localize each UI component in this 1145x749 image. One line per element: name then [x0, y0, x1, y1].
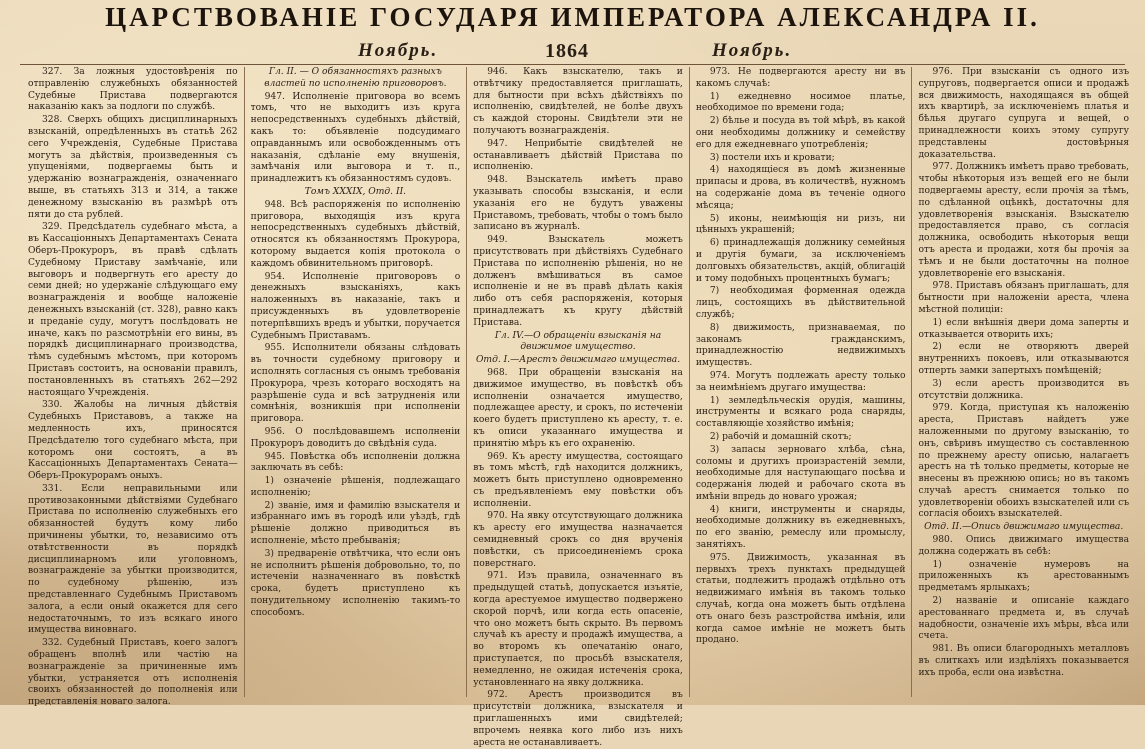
paragraph: 4) находящіеся въ домѣ жизненные припасы и дрова, въ количествѣ, нужномъ на содержаніе дома въ теченіе одного мѣсяца; [695, 165, 906, 211]
year: 1864 [545, 40, 589, 62]
paragraph: 4) книги, инструменты и снаряды, необходимые должнику въ ежедневныхъ, по его званію, ремеслу или промыслу, занятіяхъ. [695, 504, 906, 551]
paragraph: 969. Къ аресту имущества, состоящаго въ томъ мѣстѣ, гдѣ находится должникъ, можетъ быть приступлено одновременно съ предъявленіемъ ему повѣстки объ исполненіи. [473, 451, 683, 509]
paragraph: 1) если внѣшнія двери дома заперты и отказывается отворить ихъ; [918, 317, 1130, 340]
paragraph: 1) означеніе нумеровъ на приложенныхъ къ арестованнымъ предметамъ ярлыкахъ; [918, 559, 1130, 594]
paragraph: 968. При обращеніи взысканія на движимое имущество, въ повѣсткѣ объ исполненіи означается имущество, подлежащее аресту, и срокъ, по истеченіи коего будетъ приступлено къ аресту, т. е. къ описи указаннаго имущества и принятію мѣръ къ его охраненію. [473, 367, 683, 449]
paragraph: 328. Сверхъ общихъ дисциплинарныхъ взысканій, опредѣленныхъ въ статьѣ 262 сего Учрежденія, Судебные Пристава могутъ за дѣйствія, произведенныя съ упущеніями, подвергаемы быть и удержанію вознагражденія, означеннаго выше, въ статьяхъ 313 и 314, а также денежному взысканію въ размѣрѣ отъ пяти до ста рублей. [28, 115, 238, 220]
paragraph: 976. При взысканіи съ одного изъ супруговъ, подвергается описи и продажѣ вся движимость, находящаяся въ общей ихъ квартирѣ, за исключеніемъ платья и бѣлья другаго супруга и вещей, о принадлежности коихъ этому супругу представлены достовѣрныя доказательства. [918, 67, 1130, 160]
paragraph: 980. Опись движимаго имущества должна содержать въ себѣ: [918, 535, 1130, 557]
paragraph: 2) званіе, имя и фамилію взыскателя и избраннаго имъ въ городѣ или уѣздѣ, гдѣ рѣшеніе должно приводиться въ исполненіе, мѣсто пребыванія; [250, 500, 461, 547]
paragraph: 1) ежедневно носимое платье, необходимое по времени года; [695, 91, 906, 114]
paragraph: 3) постели ихъ и кровати; [709, 152, 835, 163]
text-column-3 [467, 67, 690, 748]
paragraph: 975. Движимость, указанная въ первыхъ трехъ пунктахъ предыдущей статьи, подлежитъ продажѣ отдѣльно отъ недвижимаго имѣнія въ такомъ только случаѣ, когда она можетъ быть отдѣлена отъ онаго безъ разстройства имѣнія, или когда самое имѣніе не можетъ быть продано. [695, 552, 906, 646]
paragraph: 329. Предсѣдатель судебнаго мѣста, а въ Кассаціонныхъ Департаментахъ Сената Оберъ-Прокуроръ, въ правѣ сдѣлать Судебному Приставу замѣчаніе, или выговоръ и подвергнуть его аресту до семи дней; но удержаніе слѣдующаго ему вознагражденія и вообще наложеніе денежныхъ взысканій (ст. 328), равно какъ и преданіе суду, могутъ послѣдовать не иначе, какъ по разсмотрѣніи его вины, въ порядкѣ дисциплинарнаго производства, тѣмъ судебнымъ мѣстомъ, при которомъ Приставъ состоитъ, на основаніи правилъ, постановленныхъ въ статьяхъ 262—292 настоящаго Учрежденія. [28, 222, 238, 398]
paragraph: Томъ XXXIX, Отд. II. [304, 186, 407, 197]
date-line [0, 40, 1145, 64]
paragraph: 954. Исполненіе приговоровъ о денежныхъ взысканіяхъ, какъ наложенныхъ въ наказаніе, такъ и присужденныхъ въ удовлетвореніе потерпѣвшихъ вредъ и убытки, поручается Судебнымъ Приставамъ. [250, 271, 461, 341]
paragraph: 947. Исполненіе приговора во всемъ томъ, что не выходитъ изъ круга непосредственныхъ судебныхъ дѣйствій, какъ то: объявленіе подсудимаго оправданнымъ или освобожденнымъ отъ наказанія, сдѣланіе ему внушенія, замѣчанія или выговора и т. п., принадлежитъ къ обязанностямъ судовъ. [250, 91, 461, 185]
text-column-2 [245, 67, 468, 697]
paragraph: 947. Неприбытіе свидѣтелей не останавливаетъ дѣйствій Пристава по исполненію. [473, 138, 683, 173]
text-columns [22, 67, 1135, 748]
paragraph: 945. Повѣстка объ исполненіи должна заключать въ себѣ: [250, 451, 461, 474]
paragraph: 7) необходимая форменная одежда лицъ, состоящихъ въ дѣйствительной службѣ; [695, 286, 906, 320]
paragraph: 6) принадлежащія должнику семейныя и другія бумаги, за исключеніемъ долговыхъ обязательствъ, акцій, облигацій и тому подобныхъ процентныхъ бумагъ; [695, 238, 906, 284]
paragraph: 955. Исполнители обязаны слѣдовать въ точности судебному приговору и исполнять согласныя съ онымъ требованія Прокурора, чрезъ котораго восходятъ на разрѣшеніе суда и всѣ затрудненія или сомнѣнія, возникшія при исполненіи приговора. [250, 343, 461, 425]
paragraph: 2) бѣлье и посуда въ той мѣрѣ, въ какой они необходимы должнику и семейству его для ежедневнаго употребленія; [695, 116, 906, 150]
paragraph: Отд. I.—Арестъ движимаго имущества. [475, 355, 681, 366]
paragraph: 974. Могутъ подлежать аресту только за неимѣніемъ другаго имущества: [695, 370, 906, 393]
paragraph: 972. Арестъ производится въ присутствіи должника, взыскателя и приглашенныхъ ими свидѣтелей; впрочемъ неявка кого либо изъ нихъ ареста не останавливаетъ. [473, 690, 683, 748]
paragraph: 5) иконы, неимѣющія ни ризъ, ни цѣнныхъ украшеній; [695, 213, 906, 236]
paragraph: 1) земледѣльческія орудія, машины, инструменты и всякаго рода снаряды, составляющіе хозяйство имѣнія; [695, 395, 906, 430]
text-column-5 [912, 67, 1135, 697]
month-right: Ноябрь. [712, 40, 793, 61]
paragraph: 979. Когда, приступая къ наложенію ареста, Приставъ найдетъ уже наложенными по другому взысканію, то онъ, свѣривъ имущество съ составленною по прежнему аресту описью, налагаетъ арестъ на тѣ только предметы, которые не внесены въ прежнюю опись; но въ такомъ случаѣ арестъ снимается только по удовлетвореніи обоихъ взыскателей или съ согласія обоихъ взыскателей. [918, 403, 1130, 520]
paragraph: 2) если не отворяютъ дверей внутреннихъ покоевъ, или отказываются отперть замки запертыхъ помѣщеній; [918, 342, 1130, 376]
paragraph: 331. Если неправильными или противозаконными дѣйствіями Судебнаго Пристава по исполненію служебныхъ его обязанностей будутъ кому либо причинены убытки, то, независимо отъ отвѣтственности въ порядкѣ дисциплинарномъ или уголовномъ, вознагражденіе за убытки производится, по судебному рѣшенію, изъ представленнаго Судебнымъ Приставомъ залога, а если оный окажется для сего недостаточнымъ, то изъ всякаго иного имущества виновнаго. [28, 483, 238, 636]
header-rule [20, 64, 1125, 65]
paragraph: 330. Жалобы на личныя дѣйствія Судебныхъ Приставовъ, а также на медленность ихъ, приносятся Предсѣдателю того судебнаго мѣста, при которомъ они состоятъ, а въ Кассаціонныхъ Департаментахъ Сената—Оберъ-Прокурорамъ оныхъ. [28, 400, 238, 482]
paragraph: 973. Не подвергаются аресту ни въ какомъ случаѣ: [695, 67, 906, 89]
paragraph: 981. Въ описи благородныхъ металловъ въ слиткахъ или издѣліяхъ показывается ихъ проба, если она извѣстна. [918, 644, 1130, 678]
paragraph: 1) означеніе рѣшенія, подлежащаго исполненію; [250, 476, 461, 498]
paragraph: 2) названіе и описаніе каждаго арестованнаго предмета и, въ случаѣ надобности, означеніе ихъ мѣры, вѣса или счета. [918, 596, 1130, 642]
paragraph: Отд. II.—Опись движимаго имущества. [924, 522, 1124, 533]
paragraph: Гл. IV.—О обращеніи взысканія на движимое имущество. [494, 330, 662, 353]
paragraph: 970. На явку отсутствующаго должника къ аресту его имущества назначается семидневный срокъ со дня врученія повѣстки, съ присоединеніемъ срока поверстнаго. [473, 511, 683, 569]
text-column-1 [22, 67, 245, 708]
paragraph: 3) если арестъ производится въ отсутствіи должника. [918, 378, 1130, 401]
paragraph: 327. За ложныя удостовѣренія по отправленію служебныхъ обязанностей Судебные Пристава подвергаются наказанію какъ за подлоги по службѣ. [28, 67, 238, 113]
text-column-4 [690, 67, 913, 697]
paragraph: 977. Должникъ имѣетъ право требовать, чтобы нѣкоторыя изъ вещей его не были подвергаемы аресту, если прочія за тѣмъ, по сдѣланной оцѣнкѣ, достаточны для удовлетворенія взысканія. Взыскателю предоставляется право, съ согласія должника, освободить нѣкоторыя вещи отъ ареста и продажи, хотя бы прочія за тѣмъ и не были достаточны на полное удовлетвореніе его взысканія. [918, 162, 1130, 279]
paragraph: 956. О послѣдовавшемъ исполненіи Прокуроръ доводитъ до свѣдѣнія суда. [250, 426, 461, 449]
paragraph: 978. Приставъ обязанъ приглашать, для бытности при наложеніи ареста, члена мѣстной полиціи: [918, 281, 1130, 315]
paragraph: 948. Всѣ распоряженія по исполненію приговора, выходящія изъ круга непосредственныхъ судебныхъ дѣйствій, относятся къ обязанностямъ Прокурора, которому выдается копія протокола о каждомъ обвинительномъ приговорѣ. [250, 199, 461, 269]
paragraph: 3) предвареніе отвѣтчика, что если онъ не исполнитъ рѣшенія добровольно, то, по истеченіи назначеннаго въ повѣсткѣ срока, будетъ приступлено къ понудительному исполненію такимъ-то способомъ. [250, 548, 461, 618]
paragraph: 948. Взыскатель имѣетъ право указывать способы взысканія, и если указанія его не будутъ уважены Приставомъ, требовать, чтобы о томъ было записано въ журналѣ. [473, 175, 683, 233]
paragraph: 971. Изъ правила, означеннаго въ предыдущей статьѣ, допускается изъятіе, когда арестуемое имущество подвержено скорой порчѣ, или когда есть опасеніе, что оно можетъ быть скрыто. Въ первомъ случаѣ къ аресту и продажѣ имущества, а во второмъ къ опечатанію онаго, приступается, по просьбѣ взыскателя, немедленно, не ожидая истеченія срока, установленнаго на явку должника. [473, 571, 683, 688]
month-left: Ноябрь. [358, 40, 439, 61]
paragraph: 946. Какъ взыскателю, такъ и отвѣтчику предоставляется приглашать, для бытности при всѣхъ дѣйствіяхъ по исполненію, свидѣтелей, не болѣе двухъ съ каждой стороны. Свидѣтели эти не получаютъ вознагражденія. [473, 67, 683, 136]
page-title: ЦАРСТВОВАНІЕ ГОСУДАРЯ ИМПЕРАТОРА АЛЕКСАНДРА II. [105, 2, 1040, 32]
paragraph: 332. Судебный Приставъ, коего залогъ обращенъ вполнѣ или частію на вознагражденіе за причиненные имъ убытки, устраняется отъ исполненія своихъ обязанностей до пополненія или представленія новаго залога. [28, 638, 238, 708]
paragraph: Гл. II. — О обязанностяхъ разныхъ властей по исполненію приговоровъ. [264, 67, 447, 89]
paragraph: 3) запасы зерноваго хлѣба, сѣна, соломы и другихъ произрастеній земли, необходимые для наступающаго посѣва и содержанія людей и рабочаго скота въ имѣніи впредь до новаго урожая; [695, 444, 906, 502]
paragraph: 949. Взыскатель можетъ присутствовать при дѣйствіяхъ Судебнаго Пристава по исполненію рѣшенія, но не долженъ вмѣшиваться въ самое исполненіе и не въ правѣ дѣлать какія либо отъ себя распоряженія, которыя принадлежатъ къ кругу дѣйствій Пристава. [473, 235, 683, 328]
paragraph: 2) рабочій и домашній скотъ; [709, 431, 852, 442]
paragraph: 8) движимость, признаваемая, по законамъ гражданскимъ, принадлежностію недвижимыхъ имуществъ. [695, 322, 906, 369]
